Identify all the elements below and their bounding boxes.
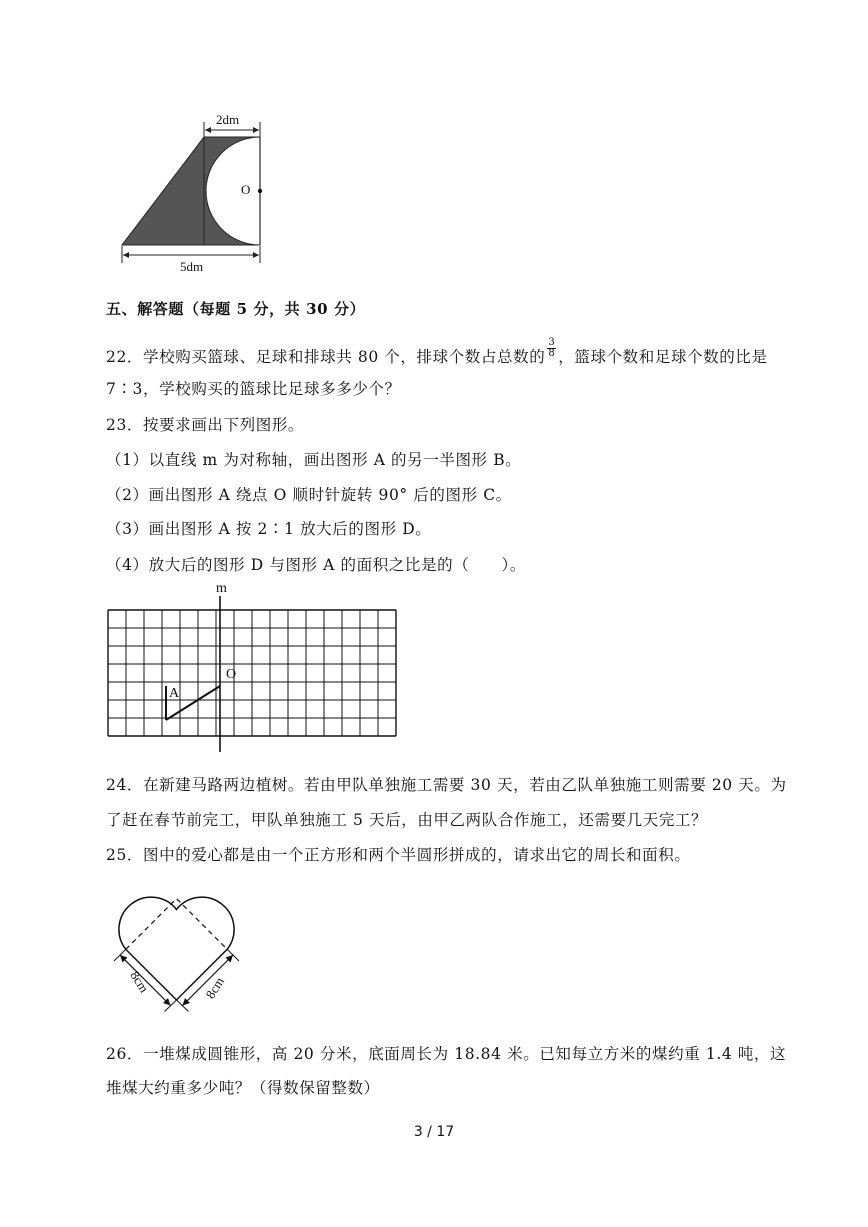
figure1-center-label: O (241, 182, 251, 197)
heart-right-label: 8cm (202, 974, 228, 1002)
grid-figure (100, 580, 400, 755)
section-header: 五、解答题（每题 5 分，共 30 分） (106, 300, 366, 318)
shape-a-label: A (169, 686, 180, 701)
figure1-top-label: 2dm (216, 112, 240, 127)
q24-line1: 24．在新建马路两边植树。若由甲队单独施工需要 30 天，若由乙队单独施工则需要 20 天。为 (106, 776, 787, 794)
axis-m-label: m (216, 581, 227, 596)
q23-item-2: （2）画出图形 A 绕点 O 顺时针旋转 90° 后的图形 C。 (106, 486, 512, 504)
square-dashed-edges (126, 899, 227, 950)
q26-line1: 26．一堆煤成圆锥形，高 20 分米，底面周长为 18.84 米。已知每立方米的煤约重 1.4 吨，这 (106, 1045, 787, 1063)
q26-line2: 堆煤大约重多少吨？（得数保留整数） (106, 1079, 380, 1097)
q23-item-4: （4）放大后的图形 D 与图形 A 的面积之比是的（ ）。 (106, 556, 526, 574)
q22-line1 (106, 336, 768, 369)
heart-left-label: 8cm (127, 968, 152, 996)
q23-intro: 23．按要求画出下列图形。 (106, 416, 305, 434)
page-number: 3 / 17 (413, 1124, 455, 1140)
q22-text-after: ，篮球个数和足球个数的比是 (558, 348, 768, 366)
q22-text-before: 22．学校购买篮球、足球和排球共 80 个，排球个数占总数的 (106, 348, 546, 366)
figure1-bottom-label: 5dm (180, 259, 204, 274)
q23-item-3: （3）画出图形 A 按 2∶1 放大后的图形 D。 (106, 520, 432, 538)
q24-line2: 了赶在春节前完工，甲队单独施工 5 天后，由甲乙两队合作施工，还需要几天完工？ (106, 811, 708, 829)
q22-fraction: $\frac{3}{8}$ (548, 336, 556, 359)
grid-lines (108, 610, 396, 736)
heart-figure (104, 878, 254, 1018)
figure-trapezoid-semicircle (110, 108, 280, 280)
q23-item-1: （1）以直线 m 为对称轴，画出图形 A 的另一半图形 B。 (106, 451, 522, 469)
q25-line1: 25．图中的爱心都是由一个正方形和两个半圆形拼成的，请求出它的周长和面积。 (106, 846, 691, 864)
q22-line2: 7∶3，学校购买的篮球比足球多多少个？ (106, 380, 401, 398)
point-o-label: O (226, 667, 237, 682)
shaded-region (122, 137, 260, 245)
center-point (258, 189, 262, 193)
